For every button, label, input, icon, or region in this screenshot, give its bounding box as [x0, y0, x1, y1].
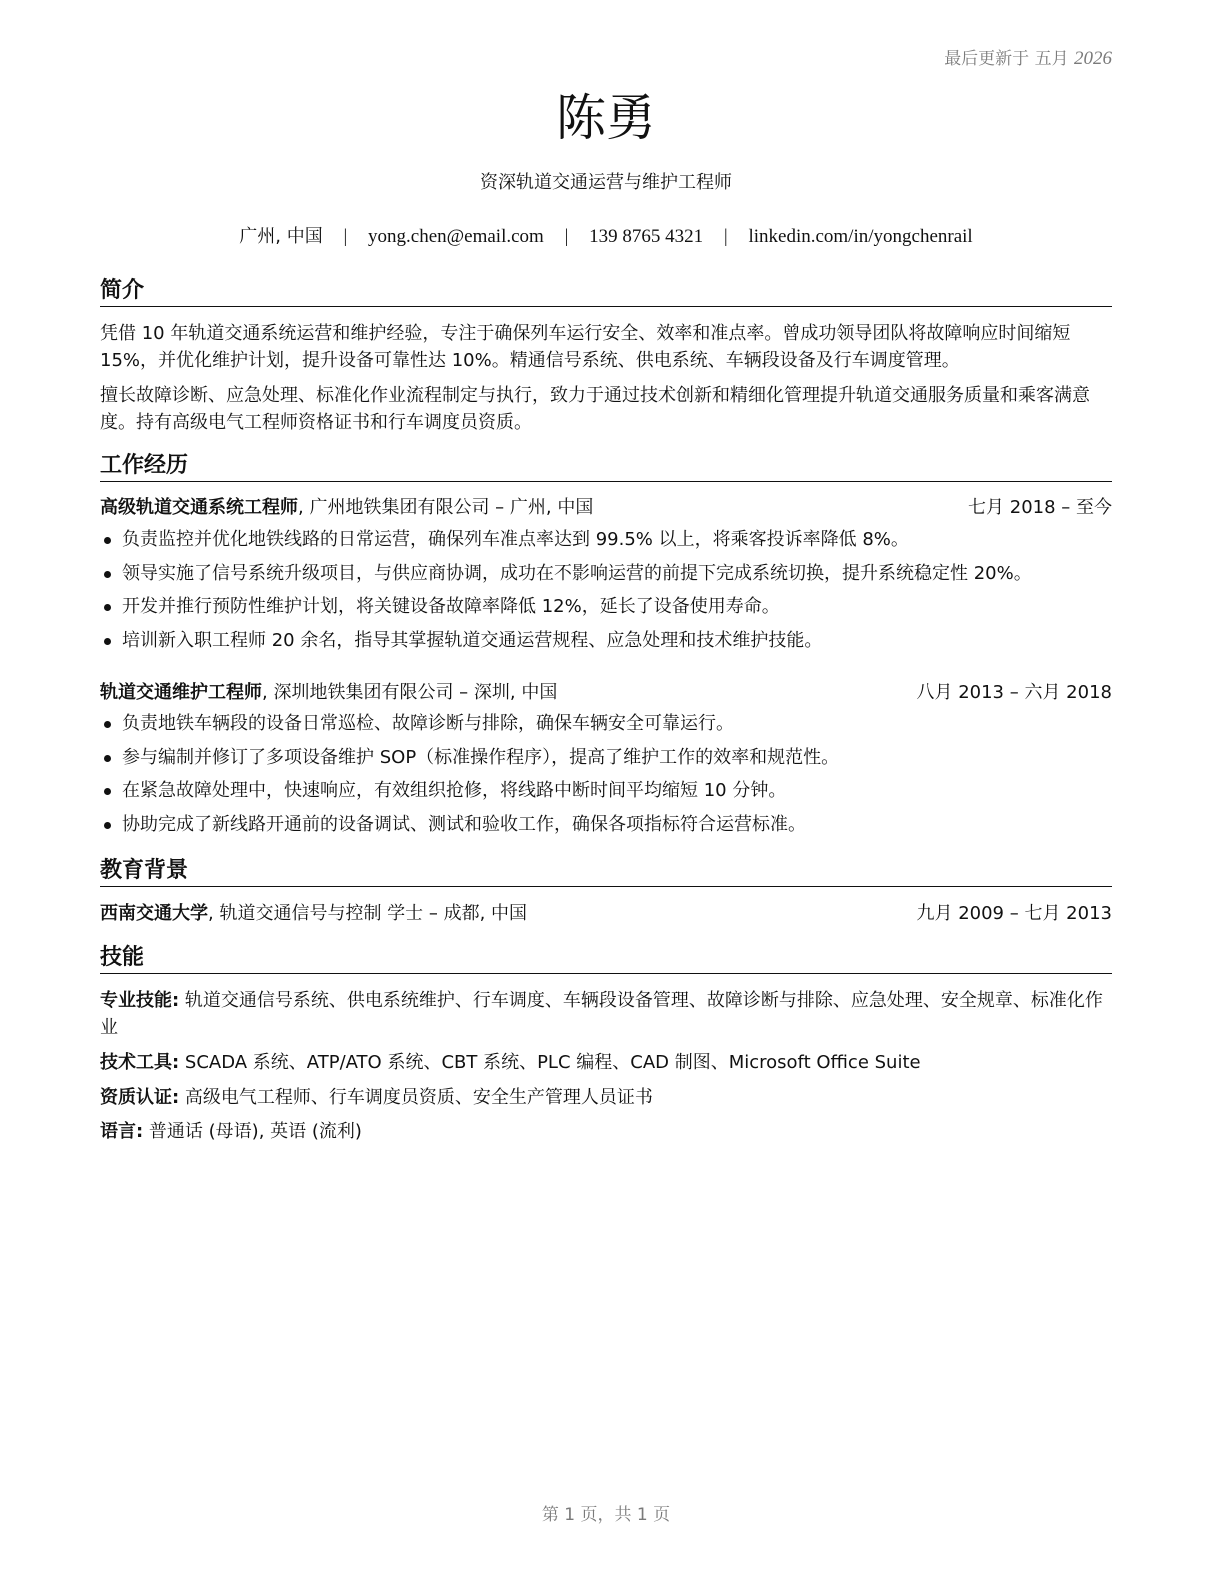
skill-row	[100, 1049, 1112, 1076]
job-dates: 七月 2018 – 至今	[968, 497, 1112, 518]
candidate-name: 陈勇	[556, 89, 656, 147]
job-dates: 八月 2013 – 六月 2018	[916, 682, 1112, 703]
skill-label: 专业技能:	[100, 990, 180, 1011]
education-dates: 九月 2009 – 七月 2013	[916, 903, 1112, 924]
skill-value: 普通话 (母语), 英语 (流利)	[143, 1121, 362, 1142]
last-updated-label: 最后更新于 五月	[944, 49, 1069, 69]
contact-separator: |	[564, 226, 569, 247]
contact-separator: |	[343, 226, 348, 247]
summary-paragraph-2: 擅长故障诊断、应急处理、标准化作业流程制定与执行，致力于通过技术创新和精细化管理提升轨道交通服务质量和乘客满意度。持有高级电气工程师资格证书和行车调度员资质。	[100, 385, 1090, 433]
experience-heading: 工作经历	[100, 451, 1112, 482]
last-updated	[944, 44, 1112, 70]
education-line	[100, 901, 527, 927]
skill-value: 轨道交通信号系统、供电系统维护、行车调度、车辆段设备管理、故障诊断与排除、应急处理、安全规章、标准化作业	[100, 990, 1103, 1038]
job-bullets	[100, 523, 1112, 657]
education-entry	[100, 901, 1112, 927]
skill-row	[100, 1118, 1112, 1145]
skill-label: 技术工具:	[100, 1052, 180, 1073]
list-item: 开发并推行预防性维护计划，将关键设备故障率降低 12%，延长了设备使用寿命。	[100, 590, 1112, 624]
list-item: 负责地铁车辆段的设备日常巡检、故障诊断与排除，确保车辆安全可靠运行。	[100, 707, 1112, 741]
skills-heading: 技能	[100, 943, 1112, 974]
job-title-line	[100, 680, 557, 706]
skill-row	[100, 1084, 1112, 1111]
skill-label: 资质认证:	[100, 1087, 180, 1108]
job-title-line	[100, 495, 593, 521]
list-item: 在紧急故障处理中，快速响应，有效组织抢修，将线路中断时间平均缩短 10 分钟。	[100, 774, 1112, 808]
contact-email[interactable]: yong.chen@email.com	[368, 226, 544, 247]
contact-location: 广州, 中国	[239, 226, 323, 247]
skill-row	[100, 987, 1112, 1041]
list-item: 负责监控并优化地铁线路的日常运营，确保列车准点率达到 99.5% 以上，将乘客投诉率降低 8%。	[100, 523, 1112, 557]
skill-label: 语言:	[100, 1121, 144, 1142]
job-org: , 广州地铁集团有限公司 – 广州, 中国	[298, 497, 594, 518]
job-bullets	[100, 707, 1112, 841]
education-heading: 教育背景	[100, 856, 1112, 887]
list-item: 培训新入职工程师 20 余名，指导其掌握轨道交通运营规程、应急处理和技术维护技能。	[100, 624, 1112, 658]
job-org: , 深圳地铁集团有限公司 – 深圳, 中国	[262, 682, 558, 703]
candidate-title: 资深轨道交通运营与维护工程师	[480, 172, 732, 193]
list-item: 领导实施了信号系统升级项目，与供应商协调，成功在不影响运营的前提下完成系统切换，提升系统稳定性 20%。	[100, 557, 1112, 591]
skill-value: SCADA 系统、ATP/ATO 系统、CBT 系统、PLC 编程、CAD 制图、Microsoft Office Suite	[179, 1052, 921, 1073]
school-name: 西南交通大学	[100, 903, 208, 924]
resume-page	[100, 0, 1112, 1584]
list-item: 协助完成了新线路开通前的设备调试、测试和验收工作，确保各项指标符合运营标准。	[100, 808, 1112, 842]
page-number: 第 1 页，共 1 页	[541, 1505, 671, 1525]
last-updated-year: 2026	[1074, 48, 1112, 69]
contact-phone[interactable]: 139 8765 4321	[589, 226, 704, 247]
contact-linkedin[interactable]: linkedin.com/in/yongchenrail	[748, 226, 973, 247]
degree-detail: , 轨道交通信号与控制 学士 – 成都, 中国	[208, 903, 528, 924]
skill-value: 高级电气工程师、行车调度员资质、安全生产管理人员证书	[179, 1087, 653, 1108]
job-role: 高级轨道交通系统工程师	[100, 497, 298, 518]
list-item: 参与编制并修订了多项设备维护 SOP（标准操作程序），提高了维护工作的效率和规范性。	[100, 741, 1112, 775]
job-header	[100, 495, 1112, 521]
contact-line	[100, 224, 1112, 250]
contact-separator: |	[723, 226, 728, 247]
job-header	[100, 680, 1112, 706]
summary-paragraph-1: 凭借 10 年轨道交通系统运营和维护经验，专注于确保列车运行安全、效率和准点率。曾成功领导团队将故障响应时间缩短 15%，并优化维护计划，提升设备可靠性达 10%。精通信号系统、供电系统、车辆段设备及行车调度管理。	[100, 323, 1071, 371]
job-role: 轨道交通维护工程师	[100, 682, 262, 703]
summary-heading: 简介	[100, 276, 1112, 307]
